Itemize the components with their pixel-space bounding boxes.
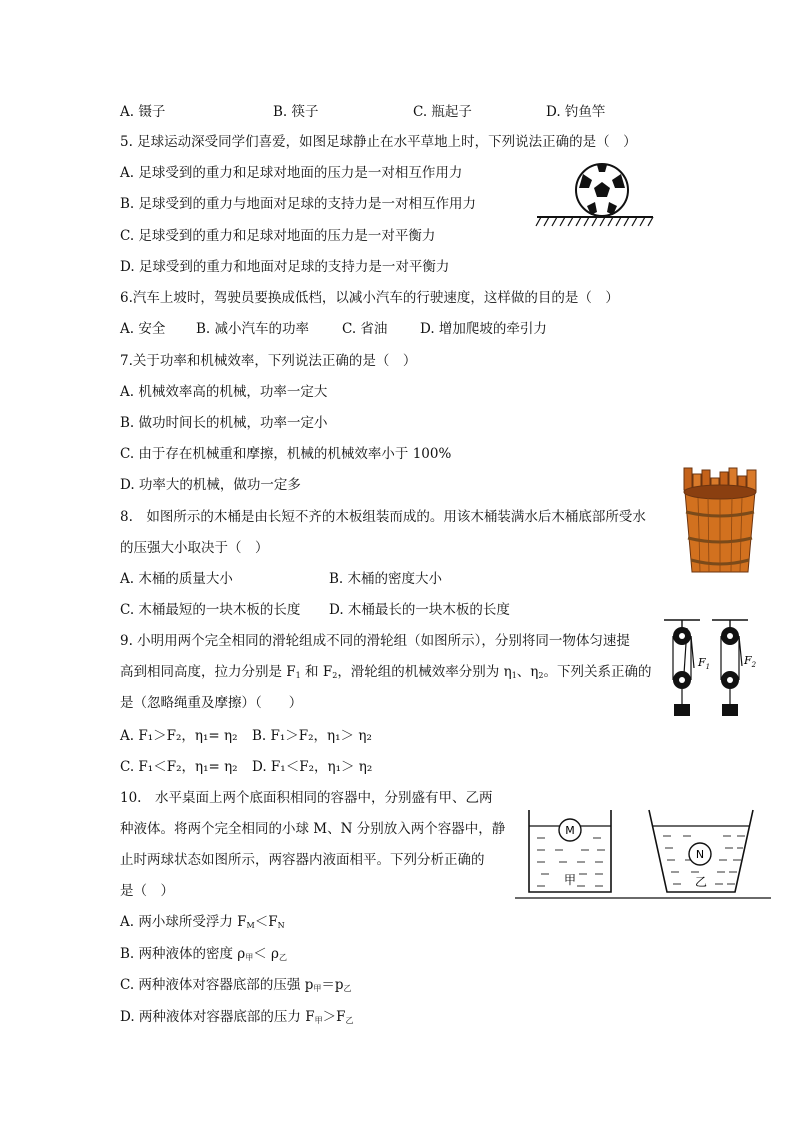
q10-stem-line2: 种液体。将两个完全相同的小球 M、N 分别放入两个容器中，静 [120,821,506,837]
q5-option-b: B. 足球受到的重力与地面对足球的支持力是一对相互作用力 [120,196,477,212]
pulley-label-f2: $F_2$ [744,654,757,669]
q6-option-a: A. 安全 [120,321,166,337]
q8-stem-line1: 8. 如图所示的木桶是由长短不齐的木板组装而成的。用该木桶装满水后木桶底部所受水 [120,509,646,525]
q4-option-b: B. 筷子 [273,104,319,120]
q6-option-d: D. 增加爬坡的牵引力 [420,321,547,337]
q10-option-c: C. 两种液体对容器底部的压强 p甲＝p乙 [120,977,352,993]
wooden-bucket-figure [676,468,764,576]
pulley-label-f1: $F_1$ [698,656,711,671]
q8-option-c: C. 木桶最短的一块木板的长度 [120,602,301,618]
q5-option-d: D. 足球受到的重力和地面对足球的支持力是一对平衡力 [120,259,450,275]
q9-stem-line1: 9. 小明用两个完全相同的滑轮组成不同的滑轮组（如图所示），分别将同一物体匀速提 [120,633,630,649]
q9-stem-line2: 高到相同高度，拉力分别是 F1 和 F2，滑轮组的机械效率分别为 η1、η2。下列关系正确的 [120,664,652,680]
ball-m-label: M [565,824,575,837]
q7-option-a: A. 机械效率高的机械，功率一定大 [120,384,328,400]
q8-stem-line2: 的压强大小取决于（ ） [120,540,269,556]
q8-option-a: A. 木桶的质量大小 [120,571,233,587]
q6-option-c: C. 省油 [342,321,388,337]
q10-stem-line1: 10. 水平桌面上两个底面积相同的容器中，分别盛有甲、乙两 [120,790,493,806]
football-figure [535,160,655,230]
q7-option-d: D. 功率大的机械，做功一定多 [120,477,301,493]
q6-stem: 6.汽车上坡时，驾驶员要换成低档，以减小汽车的行驶速度，这样做的目的是（ ） [120,290,619,306]
container-yi-label: 乙 [694,875,708,889]
q10-option-a: A. 两小球所受浮力 FM＜FN [120,914,285,930]
q10-stem-line4: 是（ ） [120,883,174,899]
container-jia-label: 甲 [563,873,577,887]
q7-option-c: C. 由于存在机械重和摩擦，机械的机械效率小于 100% [120,446,452,462]
q5-stem: 5. 足球运动深受同学们喜爱，如图足球静止在水平草地上时，下列说法正确的是（ ） [120,134,637,150]
q4-option-a: A. 镊子 [120,104,166,120]
q9-option-c: C. F₁＜F₂，η₁= η₂ [120,759,238,775]
q7-option-b: B. 做功时间长的机械，功率一定小 [120,415,328,431]
q9-stem-line3: 是（忽略绳重及摩擦）（ ） [120,695,303,711]
q8-option-b: B. 木桶的密度大小 [329,571,443,587]
q5-option-a: A. 足球受到的重力和足球对地面的压力是一对相互作用力 [120,165,463,181]
q9-option-a: A. F₁＞F₂，η₁= η₂ [120,728,238,744]
q6-option-b: B. 减小汽车的功率 [196,321,310,337]
q10-stem-line3: 止时两球状态如图所示，两容器内液面相平。下列分析正确的 [120,852,485,868]
containers-figure [515,806,771,902]
q7-stem: 7.关于功率和机械效率，下列说法正确的是（ ） [120,353,417,369]
q5-option-c: C. 足球受到的重力和足球对地面的压力是一对平衡力 [120,228,436,244]
q10-option-d: D. 两种液体对容器底部的压力 F甲＞F乙 [120,1009,354,1025]
q10-option-b: B. 两种液体的密度 ρ甲＜ ρ乙 [120,946,287,962]
q4-option-d: D. 钓鱼竿 [546,104,606,120]
q4-option-c: C. 瓶起子 [413,104,472,120]
ball-n-label: N [695,848,705,861]
q9-option-b: B. F₁＞F₂，η₁＞ η₂ [252,728,372,744]
q9-option-d: D. F₁＜F₂，η₁＞ η₂ [252,759,373,775]
q8-option-d: D. 木桶最长的一块木板的长度 [329,602,510,618]
pulley-system-figure [660,618,757,718]
